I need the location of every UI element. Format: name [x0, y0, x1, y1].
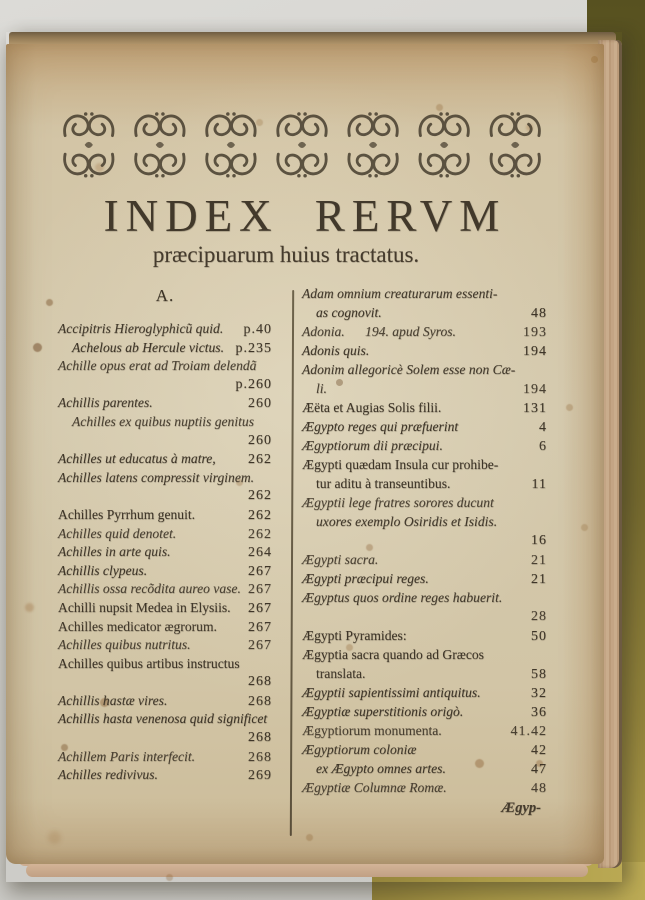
index-entry-line: Ægyptiæ Columnæ Romæ. 48 — [302, 780, 547, 796]
index-entry-line: Ægypti præcipui reges. 21 — [302, 571, 547, 587]
index-entry-line: Achilles quibus artibus instructus — [58, 655, 240, 671]
index-entry-line: Achille opus erat ad Troiam delendã — [58, 358, 257, 374]
index-entry-line: Accipitris Hieroglyphicũ quid. p.40 — [58, 321, 272, 337]
index-entry-line: Ægyptia sacra quando ad Græcos — [302, 647, 484, 662]
index-entry-line: Adam omnium creaturarum essenti- — [302, 286, 498, 301]
index-entry-line: Achelous ab Hercule victus. p.235 — [72, 339, 272, 356]
index-entry-line: p.260 — [235, 376, 272, 392]
index-entry-list-right — [302, 286, 547, 799]
index-entry-line: Achilles redivivus. 269 — [58, 767, 272, 784]
index-entry-line: as cognovit. 48 — [316, 305, 547, 321]
index-column-right — [302, 286, 547, 817]
under-page-edge — [26, 864, 588, 877]
index-entry-line: Ægyptiorum monumenta. 41.42 — [302, 723, 547, 739]
index-entry-line: translata. 58 — [316, 666, 547, 682]
index-entry-line: Adonim allegoricè Solem esse non Cæ- — [302, 362, 516, 377]
index-entry-line: li. 194 — [316, 381, 547, 397]
index-entry-line: Ægypto reges qui præfuerint 4 — [302, 419, 547, 435]
fleuron-ornament-band-icon — [62, 110, 542, 186]
index-column-left — [58, 286, 272, 786]
book-page — [6, 44, 604, 864]
index-entry-line: Achilles medicator ægrorum. 267 — [58, 618, 272, 635]
index-entry-line: 16 — [531, 533, 547, 548]
catchword: Ægyp- — [501, 800, 541, 816]
index-entry-line: Achillis clypeus. 267 — [58, 562, 272, 579]
index-entry-line: Achilles ut educatus à matre, 262 — [58, 451, 272, 468]
section-letter-heading: A. — [155, 286, 175, 305]
index-entry-line: Achilles ex quibus nuptiis genitus — [72, 413, 254, 429]
index-entry-line: 262 — [248, 488, 272, 504]
foxing-spots — [591, 56, 598, 63]
index-entry-line: tur aditu à transeuntibus. 11 — [316, 476, 547, 492]
index-entry-line: Achillem Paris interfecit. 268 — [58, 748, 272, 765]
index-entry-line: Achilles in arte quis. 264 — [58, 544, 272, 561]
index-entry-line: Ægyptus quos ordine reges habuerit. — [302, 590, 503, 605]
index-entry-line: Ægypti quædam Insula cur prohibe- — [302, 457, 499, 472]
index-subtitle: præcipuarum huius tractatus. — [152, 242, 420, 267]
index-entry-line: Achillis parentes. 260 — [58, 395, 272, 412]
index-entry-line: 268 — [248, 730, 272, 746]
index-entry-line: Adonia. 194. apud Syros. 193 — [302, 324, 547, 340]
index-entry-line: 260 — [248, 432, 272, 448]
index-entry-line: Achilles quibus nutritus. 267 — [58, 637, 272, 654]
index-entry-line: Adonis quis. 194 — [302, 343, 547, 359]
index-entry-line: Achilles latens compressit virginem. — [58, 469, 255, 485]
index-entry-line: uxores exemplo Osiridis et Isidis. — [316, 514, 498, 529]
index-entry-line: Ægyptii sapientissimi antiquitus. 32 — [302, 685, 547, 701]
index-entry-line: ex Ægypto omnes artes. 47 — [316, 761, 547, 777]
index-entry-line: Ægypti Pyramides: 50 — [302, 628, 547, 644]
index-entry-line: Achilli nupsit Medea in Elysiis. 267 — [58, 599, 272, 616]
index-entry-line: Ægyptiæ superstitionis origò. 36 — [302, 704, 547, 720]
book — [6, 32, 622, 882]
column-divider-rule — [290, 290, 294, 836]
index-entry-line: Æëta et Augias Solis filii. 131 — [302, 400, 547, 416]
index-entry-line: 268 — [248, 674, 272, 690]
index-entry-list-left — [58, 321, 272, 786]
index-entry-line: Achilles Pyrrhum genuit. 262 — [58, 506, 272, 523]
index-title: INDEX RERVM — [103, 191, 507, 241]
index-entry-line: Achillis hastæ vires. 268 — [58, 692, 272, 709]
index-entry-line: Achillis ossa recõdita aureo vase. 267 — [58, 581, 272, 598]
index-entry-line: Ægyptiorum dii præcipui. 6 — [302, 438, 547, 454]
index-entry-line: Ægyptii lege fratres sorores ducunt — [302, 495, 494, 510]
index-entry-line: Ægypti sacra. 21 — [302, 552, 547, 568]
index-entry-line: Achilles quid denotet. 262 — [58, 525, 272, 542]
index-entry-line: Achillis hasta venenosa quid significet — [58, 711, 268, 727]
index-entry-line: Ægyptiorum coloniæ 42 — [302, 742, 547, 758]
index-entry-line: 28 — [531, 609, 547, 624]
